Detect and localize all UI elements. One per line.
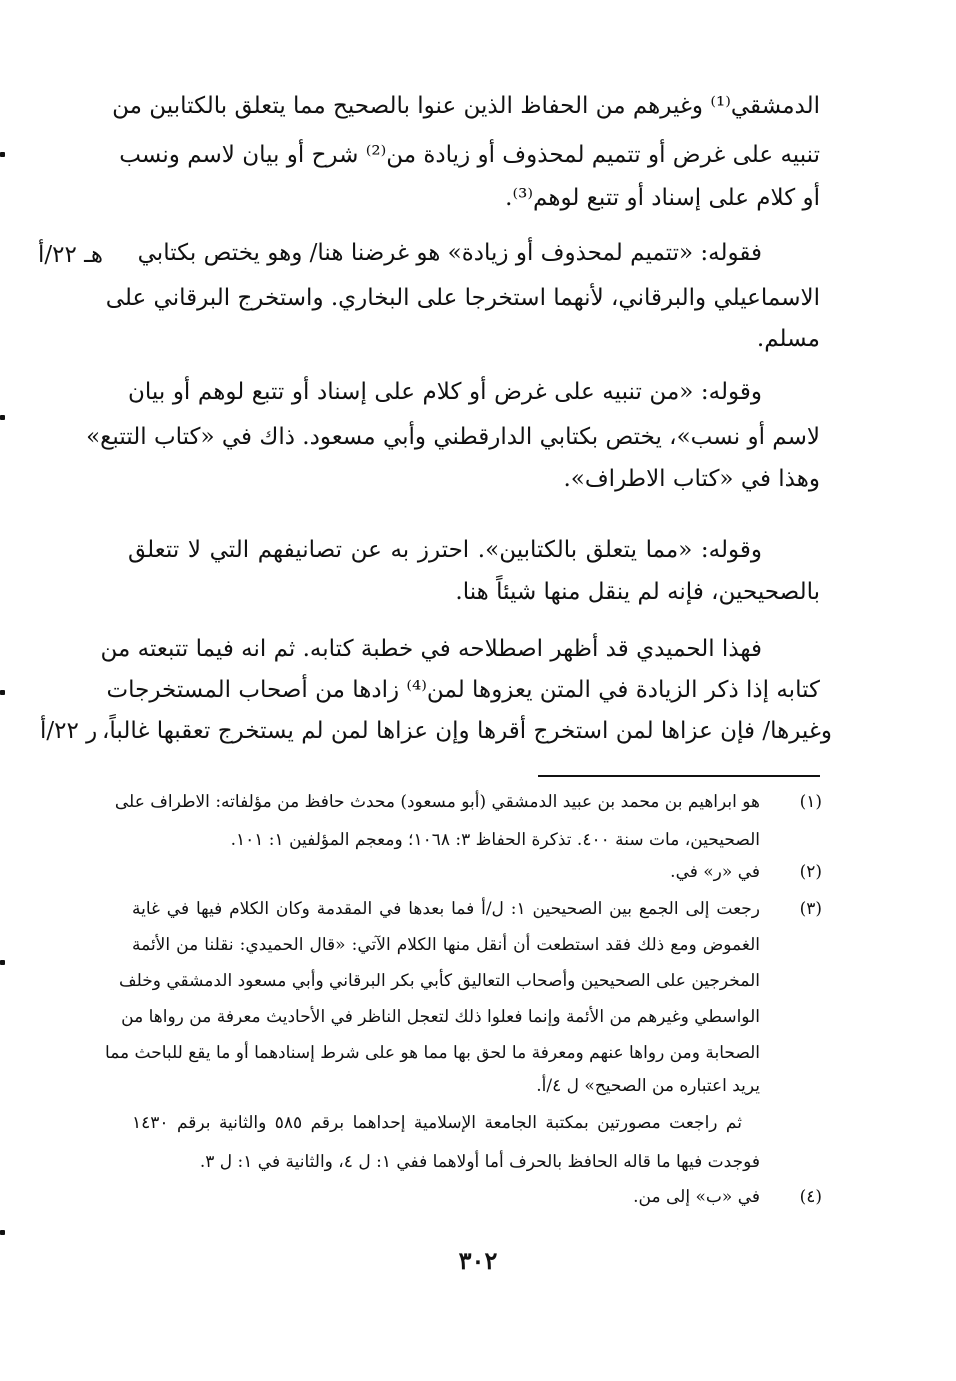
body-line: الاسماعيلي والبرقاني، لأنهما استخرجا على البخاري. واستخرج البرقاني على [105,285,820,311]
footnote-line: رجعت إلى الجمع بين الصحيحين ١: ل/أ فما بعدها في المقدمة وكان الكلام فيها في غاية [132,899,760,919]
body-line: وغيرها/ فإن عزاها لمن استخرج أقرها وإن عزاها لمن لم يستخرج تعقبها غالباً، [101,718,832,744]
footnote-line: في «ب» إلى من. [633,1187,760,1207]
body-line: فهذا الحميدي قد أظهر اصطلاحه في خطبة كتابه. ثم انه فيما تتبعته من [100,636,762,662]
footnote-line: الصحيحين، مات سنة ٤٠٠. تذكرة الحفاظ ٣: ١٠٦٨؛ ومعجم المؤلفين ١: ١٠١. [230,830,760,850]
margin-folio-reference: هـ ٢٢/أ [38,242,104,268]
footnote-line: المخرجين على الصحيحين وأصحاب التعاليق كأبي بكر البرقاني وأبي مسعود الدمشقي وخلف [118,971,760,991]
footnote-line: في «ر» في. [670,862,760,882]
footnote-line: الغموض ومع ذلك فقد استطعت أن أنقل منها الكلام الآتي: «قال الحميدي: نقلنا من الأئمة [132,935,760,955]
body-line: الدمشقي⁽¹⁾ وغيرهم من الحفاظ الذين عنوا بالصحيح مما يتعلق بالكتابين من [112,93,820,119]
body-line: أو كلام على إسناد أو تتبع لوهم⁽³⁾. [505,185,820,211]
body-line: وقوله: «مما يتعلق بالكتابين». احترز به عن تصانيفهم التي لا تتعلق [128,537,762,563]
scan-mark [0,690,5,695]
footnote-separator [538,775,820,777]
footnote-line: الواسطي وغيرهم من الأئمة وإنما فعلوا ذلك لتعجل الناظر في الأحاديث معرفة من رواها من [121,1007,760,1027]
footnote-line: ثم راجعت مصورتين بمكتبة الجامعة الإسلامية إحداهما برقم ٥٨٥ والثانية برقم ١٤٣٠ [132,1113,742,1133]
body-line: فقوله: «تتميم لمحذوف أو زيادة» هو غرضنا هنا/ وهو يختص بكتابي [137,240,762,266]
footnote-line: فوجدت فيها ما قاله الحافظ بالحرف أما أولاهما ففي ١: ل ٤، والثانية في ١: ل ٣. [199,1152,760,1172]
footnote-number: (١) [799,792,822,812]
footnote-line: الصحابة ومن رواها عنهم ومعرفة ما لحق بها مما هو على شرط إسنادهما أو ما يقع للباحث مما [105,1043,760,1063]
footnote-number: (٤) [799,1187,822,1207]
footnote-line: هو ابراهيم بن محمد بن عبيد الدمشقي (أبو مسعود) محدث حافظ من مؤلفاته: الاطراف على [114,792,760,812]
scan-mark [0,152,5,157]
body-line: كتابه إذا ذكر الزيادة في المتن يعزوها لمن⁽⁴⁾ زادها من أصحاب المستخرجات [106,677,820,703]
body-line: وقوله: «من تنبيه على غرض أو كلام على إسناد أو تتبع لوهم أو بيان [128,379,762,405]
page-number: ٣٠٢ [458,1246,498,1275]
body-line: مسلم. [756,326,820,352]
margin-folio-reference: ر ٢٢/أ [40,718,98,744]
scan-mark [0,960,5,965]
body-line: تنبيه على غرض أو تتميم لمحذوف أو زيادة من⁽²⁾ شرح أو بيان لاسم ونسب [119,142,820,168]
footnote-number: (٣) [799,899,822,919]
body-line: لاسم أو نسب»، يختص بكتابي الدارقطني وأبي مسعود. ذاك في «كتاب التتبع» [86,424,820,450]
scan-mark [0,1230,5,1235]
footnote-number: (٢) [799,862,822,882]
scan-mark [0,415,5,420]
body-line: وهذا في «كتاب الاطراف». [563,466,820,492]
body-line: بالصحيحين، فإنه لم ينقل منها شيئاً هنا. [455,579,820,605]
footnote-line: يريد اعتباره من الصحيح» ل ٤/أ. [536,1076,760,1096]
